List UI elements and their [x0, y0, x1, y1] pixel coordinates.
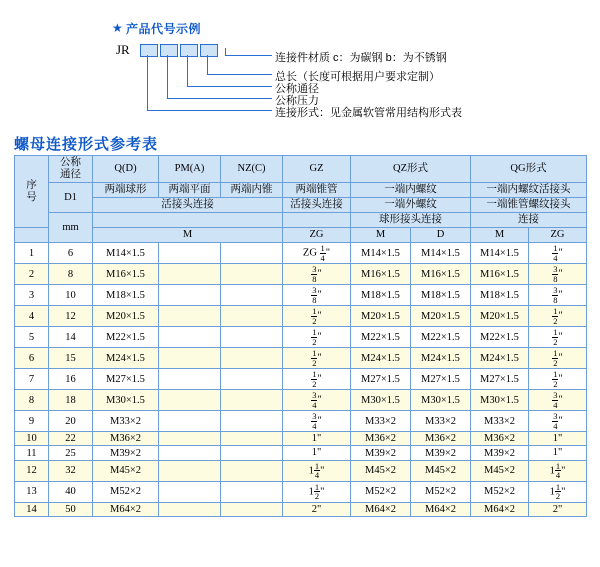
table-row: [15, 306, 587, 327]
cell-q: M22×1.5: [93, 327, 159, 348]
header-group-code-2: NZ(C): [221, 156, 283, 183]
cell-nz: [221, 369, 283, 390]
code-box-2: [160, 44, 178, 57]
cell-seq: 5: [15, 327, 49, 348]
leader-h3: [187, 86, 272, 87]
table-row: [15, 481, 587, 502]
header-join-5: 连接: [471, 213, 587, 228]
header-group-cn-5: 一端内螺纹活接头: [471, 183, 587, 198]
cell-dn: 16: [49, 369, 93, 390]
cell-qz-d: M27×1.5: [411, 369, 471, 390]
cell-qg-m: M33×2: [471, 411, 529, 432]
table-row: [15, 285, 587, 306]
cell-nz: [221, 243, 283, 264]
cell-qz-d: M33×2: [411, 411, 471, 432]
cell-qg-zg: 1": [529, 446, 587, 460]
table-header-row-3: [15, 198, 587, 213]
header-group-cn-0: 两端球形: [93, 183, 159, 198]
cell-q: M39×2: [93, 446, 159, 460]
cell-dn: 40: [49, 481, 93, 502]
table-header-row-1: [15, 156, 587, 183]
table-header-row-units: [15, 228, 587, 243]
cell-q: M33×2: [93, 411, 159, 432]
cell-gz: 1 $\frac{1}{4}$ ": [283, 460, 351, 481]
cell-pm: [159, 432, 221, 446]
table-row: [15, 390, 587, 411]
leader-h2: [207, 74, 272, 75]
header-unit-qg-m: M: [471, 228, 529, 243]
cell-nz: [221, 348, 283, 369]
cell-q: M20×1.5: [93, 306, 159, 327]
cell-qz-d: M64×2: [411, 502, 471, 516]
cell-nz: [221, 411, 283, 432]
header-seq: 序 号: [15, 156, 49, 228]
cell-gz: 2": [283, 502, 351, 516]
cell-pm: [159, 390, 221, 411]
cell-qz-d: M39×2: [411, 446, 471, 460]
cell-gz: ZG $\frac{1}{4}$ ": [283, 243, 351, 264]
table-row: [15, 264, 587, 285]
cell-q: M18×1.5: [93, 285, 159, 306]
cell-qg-zg: 2": [529, 502, 587, 516]
cell-nz: [221, 502, 283, 516]
cell-q: M30×1.5: [93, 390, 159, 411]
cell-gz: $\frac{3}{8}$ ": [283, 264, 351, 285]
cell-qz-d: M52×2: [411, 481, 471, 502]
cell-gz: $\frac{1}{2}$ ": [283, 348, 351, 369]
cell-qz-m: M45×2: [351, 460, 411, 481]
leader-v1: [147, 55, 148, 111]
cell-qg-m: M45×2: [471, 460, 529, 481]
cell-gz: $\frac{3}{8}$ ": [283, 285, 351, 306]
cell-qg-m: M36×2: [471, 432, 529, 446]
cell-qg-zg: $\frac{1}{2}$ ": [529, 369, 587, 390]
header-group-cn-1: 两端平面: [159, 183, 221, 198]
cell-qg-zg: $\frac{1}{4}$ ": [529, 243, 587, 264]
header-group-cn2-4: 一端外螺纹: [351, 198, 471, 213]
cell-nz: [221, 432, 283, 446]
header-group-code-1: PM(A): [159, 156, 221, 183]
cell-q: M52×2: [93, 481, 159, 502]
cell-pm: [159, 327, 221, 348]
cell-dn: 10: [49, 285, 93, 306]
cell-seq: 2: [15, 264, 49, 285]
cell-dn: 6: [49, 243, 93, 264]
cell-gz: $\frac{1}{2}$ ": [283, 306, 351, 327]
cell-pm: [159, 460, 221, 481]
cell-nz: [221, 264, 283, 285]
diagram-label-connection-type: 连接形式：见金属软管常用结构形式表: [275, 107, 462, 119]
cell-qz-d: M24×1.5: [411, 348, 471, 369]
cell-gz: 1 $\frac{1}{2}$ ": [283, 481, 351, 502]
cell-q: M14×1.5: [93, 243, 159, 264]
diagram-label-material: 连接件材质 c：为碳钢 b：为不锈钢: [275, 52, 447, 64]
cell-seq: 12: [15, 460, 49, 481]
table-row: [15, 502, 587, 516]
cell-qz-d: M36×2: [411, 432, 471, 446]
header-unit-m-left: M: [93, 228, 283, 243]
table-row: [15, 243, 587, 264]
header-dn-title: 公称 通径: [49, 156, 93, 183]
header-unit-qz-m: M: [351, 228, 411, 243]
cell-qg-zg: $\frac{1}{2}$ ": [529, 327, 587, 348]
cell-pm: [159, 411, 221, 432]
cell-qz-m: M39×2: [351, 446, 411, 460]
code-box-1: [140, 44, 158, 57]
cell-pm: [159, 481, 221, 502]
code-box-3: [180, 44, 198, 57]
product-code-prefix: JR: [116, 42, 130, 57]
cell-nz: [221, 327, 283, 348]
cell-seq: 4: [15, 306, 49, 327]
cell-dn: 18: [49, 390, 93, 411]
code-box-4: [200, 44, 218, 57]
cell-qz-m: M30×1.5: [351, 390, 411, 411]
cell-seq: 6: [15, 348, 49, 369]
header-group-code-0: Q(D): [93, 156, 159, 183]
cell-qg-m: M18×1.5: [471, 285, 529, 306]
header-join-4: 球形接头连接: [351, 213, 471, 228]
cell-qg-m: M30×1.5: [471, 390, 529, 411]
cell-qz-m: M33×2: [351, 411, 411, 432]
header-dn-sub: D1: [49, 183, 93, 213]
table-row: [15, 348, 587, 369]
leader-v4: [207, 55, 208, 75]
cell-seq: 11: [15, 446, 49, 460]
cell-qz-d: M20×1.5: [411, 306, 471, 327]
cell-qz-m: M52×2: [351, 481, 411, 502]
cell-nz: [221, 306, 283, 327]
star-icon: ★: [112, 21, 123, 35]
table-row: [15, 327, 587, 348]
table-row: [15, 446, 587, 460]
cell-seq: 9: [15, 411, 49, 432]
cell-qg-zg: $\frac{3}{4}$ ": [529, 390, 587, 411]
cell-qz-m: M20×1.5: [351, 306, 411, 327]
header-blank-gz: [283, 213, 351, 228]
cell-qz-d: M30×1.5: [411, 390, 471, 411]
cell-gz: 1": [283, 446, 351, 460]
cell-q: M24×1.5: [93, 348, 159, 369]
cell-qg-m: M14×1.5: [471, 243, 529, 264]
header-group-cn2-5: 一端锥管螺纹接头: [471, 198, 587, 213]
cell-seq: 7: [15, 369, 49, 390]
cell-q: M27×1.5: [93, 369, 159, 390]
diagram-label-length: 总长（长度可根据用户要求定制）: [275, 71, 440, 83]
cell-qg-zg: $\frac{3}{8}$ ": [529, 285, 587, 306]
diagram-label-nominal-pressure: 公称压力: [275, 95, 319, 107]
cell-pm: [159, 348, 221, 369]
cell-dn: 22: [49, 432, 93, 446]
cell-pm: [159, 446, 221, 460]
cell-q: M64×2: [93, 502, 159, 516]
cell-seq: 1: [15, 243, 49, 264]
cell-dn: 14: [49, 327, 93, 348]
cell-gz: $\frac{1}{2}$ ": [283, 369, 351, 390]
cell-qz-d: M45×2: [411, 460, 471, 481]
cell-pm: [159, 306, 221, 327]
cell-pm: [159, 502, 221, 516]
cell-qz-m: M24×1.5: [351, 348, 411, 369]
cell-gz: $\frac{3}{4}$ ": [283, 411, 351, 432]
cell-nz: [221, 446, 283, 460]
cell-qg-m: M16×1.5: [471, 264, 529, 285]
cell-qz-m: M16×1.5: [351, 264, 411, 285]
cell-qz-d: M16×1.5: [411, 264, 471, 285]
cell-dn: 15: [49, 348, 93, 369]
cell-pm: [159, 285, 221, 306]
table-header-row-2: [15, 183, 587, 198]
cell-qg-m: M52×2: [471, 481, 529, 502]
cell-qg-zg: $\frac{3}{4}$ ": [529, 411, 587, 432]
cell-q: M45×2: [93, 460, 159, 481]
table-row: [15, 460, 587, 481]
cell-qg-m: M27×1.5: [471, 369, 529, 390]
cell-qz-m: M36×2: [351, 432, 411, 446]
cell-pm: [159, 264, 221, 285]
header-group-cn-3: 两端锥管: [283, 183, 351, 198]
cell-qz-m: M22×1.5: [351, 327, 411, 348]
diagram-label-nominal-bore: 公称通径: [275, 83, 319, 95]
cell-qg-zg: 1 $\frac{1}{2}$ ": [529, 481, 587, 502]
header-group-code-5: QG形式: [471, 156, 587, 183]
header-unit-zg-gz: ZG: [283, 228, 351, 243]
header-group-cn-4: 一端内螺纹: [351, 183, 471, 198]
cell-qg-zg: 1 $\frac{1}{4}$ ": [529, 460, 587, 481]
cell-qz-m: M27×1.5: [351, 369, 411, 390]
leader-h4: [167, 98, 272, 99]
table-header-row-4: [15, 213, 587, 228]
cell-seq: 14: [15, 502, 49, 516]
cell-seq: 10: [15, 432, 49, 446]
diagram-title: 产品代号示例: [126, 22, 202, 36]
header-dn-unit: mm: [49, 213, 93, 243]
cell-gz: $\frac{1}{2}$ ": [283, 327, 351, 348]
table-row: [15, 411, 587, 432]
nut-connection-table: [14, 155, 587, 517]
cell-nz: [221, 285, 283, 306]
cell-dn: 20: [49, 411, 93, 432]
cell-qg-m: M64×2: [471, 502, 529, 516]
cell-dn: 8: [49, 264, 93, 285]
cell-qz-m: M18×1.5: [351, 285, 411, 306]
cell-dn: 12: [49, 306, 93, 327]
cell-seq: 3: [15, 285, 49, 306]
cell-qg-m: M24×1.5: [471, 348, 529, 369]
cell-qg-zg: $\frac{3}{8}$ ": [529, 264, 587, 285]
cell-qz-m: M64×2: [351, 502, 411, 516]
header-group-code-3: GZ: [283, 156, 351, 183]
cell-qz-m: M14×1.5: [351, 243, 411, 264]
cell-nz: [221, 481, 283, 502]
cell-q: M16×1.5: [93, 264, 159, 285]
cell-qg-m: M22×1.5: [471, 327, 529, 348]
cell-qg-zg: $\frac{1}{2}$ ": [529, 306, 587, 327]
header-join-3: 活接头连接: [283, 198, 351, 213]
cell-dn: 50: [49, 502, 93, 516]
header-blank-left: [93, 213, 283, 228]
cell-qg-m: M39×2: [471, 446, 529, 460]
header-join-0: 活接头连接: [93, 198, 283, 213]
cell-seq: 8: [15, 390, 49, 411]
cell-gz: 1": [283, 432, 351, 446]
cell-qg-m: M20×1.5: [471, 306, 529, 327]
cell-pm: [159, 243, 221, 264]
leader-v3: [187, 55, 188, 87]
table-title: 螺母连接形式参考表: [14, 136, 159, 153]
header-group-code-4: QZ形式: [351, 156, 471, 183]
cell-pm: [159, 369, 221, 390]
cell-nz: [221, 460, 283, 481]
leader-h5: [147, 110, 272, 111]
cell-qg-zg: 1": [529, 432, 587, 446]
cell-dn: 25: [49, 446, 93, 460]
header-unit-qz-d: D: [411, 228, 471, 243]
table-row: [15, 432, 587, 446]
leader-h1: [225, 55, 272, 56]
cell-seq: 13: [15, 481, 49, 502]
cell-qz-d: M22×1.5: [411, 327, 471, 348]
cell-qz-d: M14×1.5: [411, 243, 471, 264]
cell-qz-d: M18×1.5: [411, 285, 471, 306]
header-unit-blank-seq: [15, 228, 49, 243]
leader-v2: [167, 55, 168, 99]
cell-dn: 32: [49, 460, 93, 481]
table-row: [15, 369, 587, 390]
cell-qg-zg: $\frac{1}{2}$ ": [529, 348, 587, 369]
table-body: [15, 243, 587, 516]
header-group-cn-2: 两端内锥: [221, 183, 283, 198]
product-code-diagram: [0, 0, 600, 120]
cell-q: M36×2: [93, 432, 159, 446]
cell-gz: $\frac{3}{4}$ ": [283, 390, 351, 411]
cell-nz: [221, 390, 283, 411]
header-unit-qg-zg: ZG: [529, 228, 587, 243]
